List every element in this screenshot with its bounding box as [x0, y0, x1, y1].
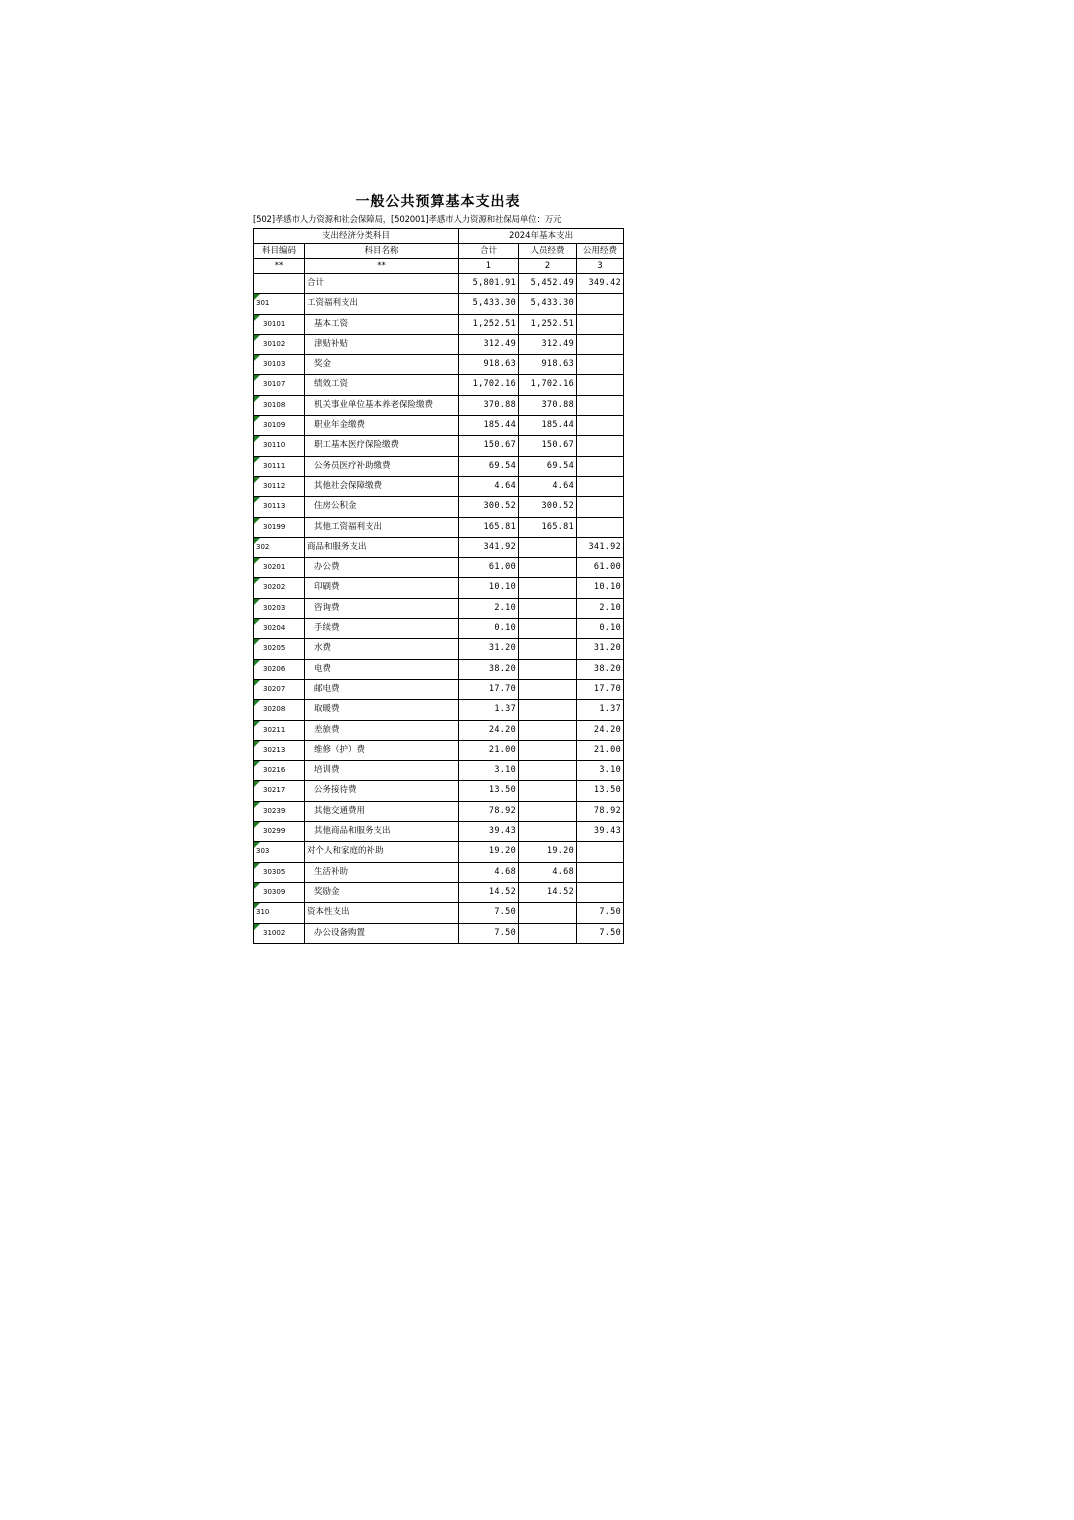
cell-personnel[interactable] [519, 923, 577, 943]
cell-public[interactable]: 10.10 [577, 578, 624, 598]
table-row [254, 700, 624, 720]
cell-comment-flag-icon [254, 315, 260, 321]
code-text: 30239 [263, 806, 286, 815]
cell-code[interactable] [254, 822, 305, 842]
table-row [254, 274, 624, 294]
code-text: 30309 [263, 887, 286, 896]
table-row [254, 558, 624, 578]
table-row [254, 375, 624, 395]
cell-personnel[interactable]: 69.54 [519, 456, 577, 476]
table-row [254, 740, 624, 760]
cell-name[interactable]: 基本工资 [305, 314, 459, 334]
cell-name[interactable]: 其他交通费用 [305, 801, 459, 821]
cell-public[interactable]: 0.10 [577, 619, 624, 639]
header-total: 合计 [459, 244, 519, 259]
cell-comment-flag-icon [254, 741, 260, 747]
cell-total[interactable]: 918.63 [459, 355, 519, 375]
cell-personnel[interactable]: 5,433.30 [519, 294, 577, 314]
cell-comment-flag-icon [254, 375, 260, 381]
cell-name[interactable]: 公务员医疗补助缴费 [305, 456, 459, 476]
cell-name[interactable]: 水费 [305, 639, 459, 659]
cell-code[interactable] [254, 558, 305, 578]
cell-code[interactable] [254, 456, 305, 476]
code-text: 302 [256, 542, 270, 551]
table-row [254, 578, 624, 598]
cell-comment-flag-icon [254, 721, 260, 727]
cell-comment-flag-icon [254, 822, 260, 828]
cell-code[interactable] [254, 700, 305, 720]
cell-name[interactable]: 对个人和家庭的补助 [305, 842, 459, 862]
code-text: 30199 [263, 522, 286, 531]
cell-personnel[interactable]: 1,702.16 [519, 375, 577, 395]
code-text: 30208 [263, 705, 286, 714]
cell-public[interactable] [577, 355, 624, 375]
cell-personnel[interactable] [519, 679, 577, 699]
cell-public[interactable]: 78.92 [577, 801, 624, 821]
code-text: 30211 [263, 725, 286, 734]
cell-total[interactable]: 5,433.30 [459, 294, 519, 314]
table-row [254, 294, 624, 314]
cell-code[interactable] [254, 274, 305, 294]
cell-comment-flag-icon [254, 700, 260, 706]
cell-code[interactable] [254, 314, 305, 334]
table-row [254, 679, 624, 699]
cell-name[interactable]: 工资福利支出 [305, 294, 459, 314]
table-row [254, 659, 624, 679]
cell-name[interactable]: 职业年金缴费 [305, 416, 459, 436]
cell-total[interactable]: 1.37 [459, 700, 519, 720]
index-code: ** [254, 259, 305, 274]
cell-comment-flag-icon [254, 660, 260, 666]
table-body [254, 274, 624, 944]
cell-personnel[interactable]: 165.81 [519, 517, 577, 537]
table-row [254, 517, 624, 537]
code-text: 30205 [263, 644, 286, 653]
cell-total[interactable]: 312.49 [459, 334, 519, 354]
cell-code[interactable] [254, 355, 305, 375]
cell-code[interactable] [254, 659, 305, 679]
index-personnel: 2 [519, 259, 577, 274]
table-row [254, 720, 624, 740]
table-row [254, 476, 624, 496]
cell-comment-flag-icon [254, 538, 260, 544]
table-row [254, 923, 624, 943]
cell-personnel[interactable] [519, 903, 577, 923]
cell-personnel[interactable]: 19.20 [519, 842, 577, 862]
code-text: 30201 [263, 563, 286, 572]
code-text: 31002 [263, 928, 286, 937]
cell-total[interactable]: 19.20 [459, 842, 519, 862]
index-public: 3 [577, 259, 624, 274]
code-text: 30206 [263, 664, 286, 673]
cell-name[interactable]: 手续费 [305, 619, 459, 639]
cell-public[interactable]: 13.50 [577, 781, 624, 801]
cell-personnel[interactable] [519, 700, 577, 720]
cell-name[interactable]: 办公费 [305, 558, 459, 578]
cell-code[interactable] [254, 598, 305, 618]
unit-description: [502]孝感市人力资源和社会保障局，[502001]孝感市人力资源和社保局 [253, 215, 520, 225]
cell-total[interactable]: 165.81 [459, 517, 519, 537]
cell-personnel[interactable] [519, 761, 577, 781]
code-text: 310 [256, 908, 270, 917]
cell-name[interactable]: 商品和服务支出 [305, 537, 459, 557]
budget-table [253, 228, 624, 944]
cell-total[interactable]: 78.92 [459, 801, 519, 821]
cell-total[interactable]: 370.88 [459, 395, 519, 415]
cell-name[interactable]: 办公设备购置 [305, 923, 459, 943]
cell-comment-flag-icon [254, 863, 260, 869]
header-code: 科目编码 [254, 244, 305, 259]
cell-total[interactable]: 13.50 [459, 781, 519, 801]
cell-comment-flag-icon [254, 294, 260, 300]
cell-public[interactable]: 31.20 [577, 639, 624, 659]
cell-comment-flag-icon [254, 558, 260, 564]
cell-name[interactable]: 合计 [305, 274, 459, 294]
table-row [254, 761, 624, 781]
cell-name[interactable]: 咨询费 [305, 598, 459, 618]
cell-name[interactable]: 其他社会保障缴费 [305, 476, 459, 496]
cell-public[interactable] [577, 862, 624, 882]
code-text: 30102 [263, 339, 286, 348]
cell-code[interactable] [254, 781, 305, 801]
cell-code[interactable] [254, 619, 305, 639]
cell-code[interactable] [254, 903, 305, 923]
cell-public[interactable] [577, 497, 624, 517]
header-group-right: 2024年基本支出 [459, 229, 624, 244]
table-header [254, 229, 624, 274]
cell-comment-flag-icon [254, 436, 260, 442]
cell-name[interactable]: 其他商品和服务支出 [305, 822, 459, 842]
header-personnel: 人员经费 [519, 244, 577, 259]
table-row [254, 781, 624, 801]
cell-code[interactable] [254, 882, 305, 902]
cell-code[interactable] [254, 923, 305, 943]
cell-public[interactable] [577, 436, 624, 456]
cell-code[interactable] [254, 720, 305, 740]
table-row [254, 436, 624, 456]
cell-comment-flag-icon [254, 599, 260, 605]
cell-comment-flag-icon [254, 680, 260, 686]
table-row [254, 882, 624, 902]
cell-total[interactable]: 31.20 [459, 639, 519, 659]
cell-personnel[interactable] [519, 822, 577, 842]
cell-public[interactable]: 341.92 [577, 537, 624, 557]
table-row [254, 822, 624, 842]
cell-name[interactable]: 邮电费 [305, 679, 459, 699]
cell-comment-flag-icon [254, 355, 260, 361]
code-text: 30111 [263, 461, 286, 470]
cell-public[interactable]: 7.50 [577, 923, 624, 943]
cell-public[interactable]: 61.00 [577, 558, 624, 578]
code-text: 30101 [263, 319, 286, 328]
cell-comment-flag-icon [254, 518, 260, 524]
cell-name[interactable]: 职工基本医疗保险缴费 [305, 436, 459, 456]
cell-personnel[interactable] [519, 659, 577, 679]
table-row [254, 801, 624, 821]
cell-public[interactable]: 39.43 [577, 822, 624, 842]
table-row [254, 598, 624, 618]
cell-personnel[interactable]: 300.52 [519, 497, 577, 517]
cell-name[interactable]: 绩效工资 [305, 375, 459, 395]
code-text: 303 [256, 847, 270, 856]
table-row [254, 456, 624, 476]
cell-code[interactable] [254, 842, 305, 862]
code-text: 30109 [263, 421, 286, 430]
cell-total[interactable]: 150.67 [459, 436, 519, 456]
cell-total[interactable]: 39.43 [459, 822, 519, 842]
cell-code[interactable] [254, 497, 305, 517]
cell-personnel[interactable]: 1,252.51 [519, 314, 577, 334]
cell-total[interactable]: 17.70 [459, 679, 519, 699]
cell-comment-flag-icon [254, 457, 260, 463]
table-row [254, 639, 624, 659]
cell-personnel[interactable]: 312.49 [519, 334, 577, 354]
cell-personnel[interactable] [519, 720, 577, 740]
cell-public[interactable] [577, 416, 624, 436]
cell-personnel[interactable] [519, 781, 577, 801]
cell-name[interactable]: 其他工资福利支出 [305, 517, 459, 537]
cell-name[interactable]: 津贴补贴 [305, 334, 459, 354]
cell-comment-flag-icon [254, 396, 260, 402]
header-public: 公用经费 [577, 244, 624, 259]
cell-personnel[interactable]: 5,452.49 [519, 274, 577, 294]
cell-personnel[interactable]: 14.52 [519, 882, 577, 902]
cell-public[interactable] [577, 375, 624, 395]
cell-public[interactable] [577, 517, 624, 537]
cell-code[interactable] [254, 375, 305, 395]
code-text: 30202 [263, 583, 286, 592]
cell-public[interactable]: 3.10 [577, 761, 624, 781]
cell-code[interactable] [254, 395, 305, 415]
cell-total[interactable]: 61.00 [459, 558, 519, 578]
cell-name[interactable]: 机关事业单位基本养老保险缴费 [305, 395, 459, 415]
cell-total[interactable]: 1,252.51 [459, 314, 519, 334]
code-text: 30204 [263, 624, 286, 633]
cell-name[interactable]: 公务接待费 [305, 781, 459, 801]
cell-personnel[interactable] [519, 578, 577, 598]
cell-public[interactable]: 38.20 [577, 659, 624, 679]
cell-personnel[interactable] [519, 740, 577, 760]
cell-code[interactable] [254, 801, 305, 821]
cell-public[interactable] [577, 294, 624, 314]
code-text: 301 [256, 299, 270, 308]
cell-total[interactable]: 7.50 [459, 903, 519, 923]
code-text: 30107 [263, 380, 286, 389]
index-total: 1 [459, 259, 519, 274]
cell-comment-flag-icon [254, 497, 260, 503]
cell-personnel[interactable]: 4.64 [519, 476, 577, 496]
code-text: 30103 [263, 360, 286, 369]
cell-name[interactable]: 培训费 [305, 761, 459, 781]
cell-comment-flag-icon [254, 883, 260, 889]
cell-total[interactable]: 5,801.91 [459, 274, 519, 294]
header-name: 科目名称 [305, 244, 459, 259]
cell-total[interactable]: 4.68 [459, 862, 519, 882]
code-text: 30113 [263, 502, 286, 511]
page-title: 一般公共预算基本支出表 [355, 194, 521, 210]
cell-comment-flag-icon [254, 924, 260, 930]
cell-total[interactable]: 21.00 [459, 740, 519, 760]
cell-total[interactable]: 69.54 [459, 456, 519, 476]
cell-public[interactable] [577, 476, 624, 496]
cell-code[interactable] [254, 476, 305, 496]
cell-total[interactable]: 4.64 [459, 476, 519, 496]
cell-name[interactable]: 住房公积金 [305, 497, 459, 517]
cell-personnel[interactable]: 370.88 [519, 395, 577, 415]
cell-total[interactable]: 341.92 [459, 537, 519, 557]
code-text: 30207 [263, 684, 286, 693]
cell-comment-flag-icon [254, 802, 260, 808]
cell-code[interactable] [254, 679, 305, 699]
cell-personnel[interactable] [519, 537, 577, 557]
cell-total[interactable]: 3.10 [459, 761, 519, 781]
cell-public[interactable]: 1.37 [577, 700, 624, 720]
cell-public[interactable]: 349.42 [577, 274, 624, 294]
cell-comment-flag-icon [254, 477, 260, 483]
code-text: 30108 [263, 400, 286, 409]
cell-code[interactable] [254, 517, 305, 537]
code-text: 30213 [263, 745, 286, 754]
cell-public[interactable]: 17.70 [577, 679, 624, 699]
table-row [254, 334, 624, 354]
code-text: 30110 [263, 441, 286, 450]
cell-public[interactable] [577, 882, 624, 902]
cell-comment-flag-icon [254, 619, 260, 625]
cell-name[interactable]: 印刷费 [305, 578, 459, 598]
table-row [254, 395, 624, 415]
cell-personnel[interactable] [519, 619, 577, 639]
cell-total[interactable]: 0.10 [459, 619, 519, 639]
table-row [254, 862, 624, 882]
code-text: 30217 [263, 786, 286, 795]
cell-code[interactable] [254, 578, 305, 598]
cell-code[interactable] [254, 740, 305, 760]
cell-comment-flag-icon [254, 416, 260, 422]
cell-total[interactable]: 38.20 [459, 659, 519, 679]
cell-total[interactable]: 300.52 [459, 497, 519, 517]
cell-comment-flag-icon [254, 781, 260, 787]
table-row [254, 314, 624, 334]
cell-public[interactable] [577, 314, 624, 334]
cell-name[interactable]: 差旅费 [305, 720, 459, 740]
cell-code[interactable] [254, 416, 305, 436]
code-text: 30299 [263, 827, 286, 836]
table-row [254, 903, 624, 923]
table-row [254, 537, 624, 557]
table-row [254, 842, 624, 862]
budget-sheet [253, 192, 623, 944]
cell-personnel[interactable]: 185.44 [519, 416, 577, 436]
cell-public[interactable]: 2.10 [577, 598, 624, 618]
cell-comment-flag-icon [254, 639, 260, 645]
cell-personnel[interactable] [519, 801, 577, 821]
cell-name[interactable]: 奖金 [305, 355, 459, 375]
header-group-left: 支出经济分类科目 [254, 229, 459, 244]
cell-personnel[interactable]: 150.67 [519, 436, 577, 456]
cell-personnel[interactable]: 4.68 [519, 862, 577, 882]
cell-comment-flag-icon [254, 842, 260, 848]
cell-total[interactable]: 7.50 [459, 923, 519, 943]
table-row [254, 619, 624, 639]
unit-label: 单位：万元 [519, 215, 562, 225]
code-text: 30203 [263, 603, 286, 612]
cell-code[interactable] [254, 334, 305, 354]
cell-personnel[interactable] [519, 639, 577, 659]
cell-public[interactable] [577, 842, 624, 862]
cell-code[interactable] [254, 537, 305, 557]
cell-name[interactable]: 取暖费 [305, 700, 459, 720]
cell-public[interactable]: 24.20 [577, 720, 624, 740]
table-row [254, 416, 624, 436]
cell-name[interactable]: 生活补助 [305, 862, 459, 882]
cell-personnel[interactable] [519, 598, 577, 618]
cell-total[interactable]: 185.44 [459, 416, 519, 436]
cell-comment-flag-icon [254, 335, 260, 341]
index-name: ** [305, 259, 459, 274]
cell-total[interactable]: 1,702.16 [459, 375, 519, 395]
cell-personnel[interactable]: 918.63 [519, 355, 577, 375]
cell-name[interactable]: 维修（护）费 [305, 740, 459, 760]
cell-public[interactable] [577, 334, 624, 354]
cell-comment-flag-icon [254, 903, 260, 909]
cell-public[interactable]: 21.00 [577, 740, 624, 760]
cell-code[interactable] [254, 436, 305, 456]
cell-total[interactable]: 14.52 [459, 882, 519, 902]
code-text: 30216 [263, 766, 286, 775]
cell-code[interactable] [254, 862, 305, 882]
cell-name[interactable]: 奖励金 [305, 882, 459, 902]
code-text: 30305 [263, 867, 286, 876]
code-text: 30112 [263, 481, 286, 490]
cell-code[interactable] [254, 761, 305, 781]
table-row [254, 355, 624, 375]
cell-total[interactable]: 10.10 [459, 578, 519, 598]
cell-comment-flag-icon [254, 761, 260, 767]
cell-code[interactable] [254, 639, 305, 659]
cell-public[interactable]: 7.50 [577, 903, 624, 923]
cell-total[interactable]: 24.20 [459, 720, 519, 740]
subtitle-line [253, 212, 623, 228]
cell-code[interactable] [254, 294, 305, 314]
cell-name[interactable]: 资本性支出 [305, 903, 459, 923]
cell-name[interactable]: 电费 [305, 659, 459, 679]
cell-personnel[interactable] [519, 558, 577, 578]
cell-public[interactable] [577, 456, 624, 476]
table-row [254, 497, 624, 517]
cell-public[interactable] [577, 395, 624, 415]
cell-total[interactable]: 2.10 [459, 598, 519, 618]
cell-comment-flag-icon [254, 578, 260, 584]
